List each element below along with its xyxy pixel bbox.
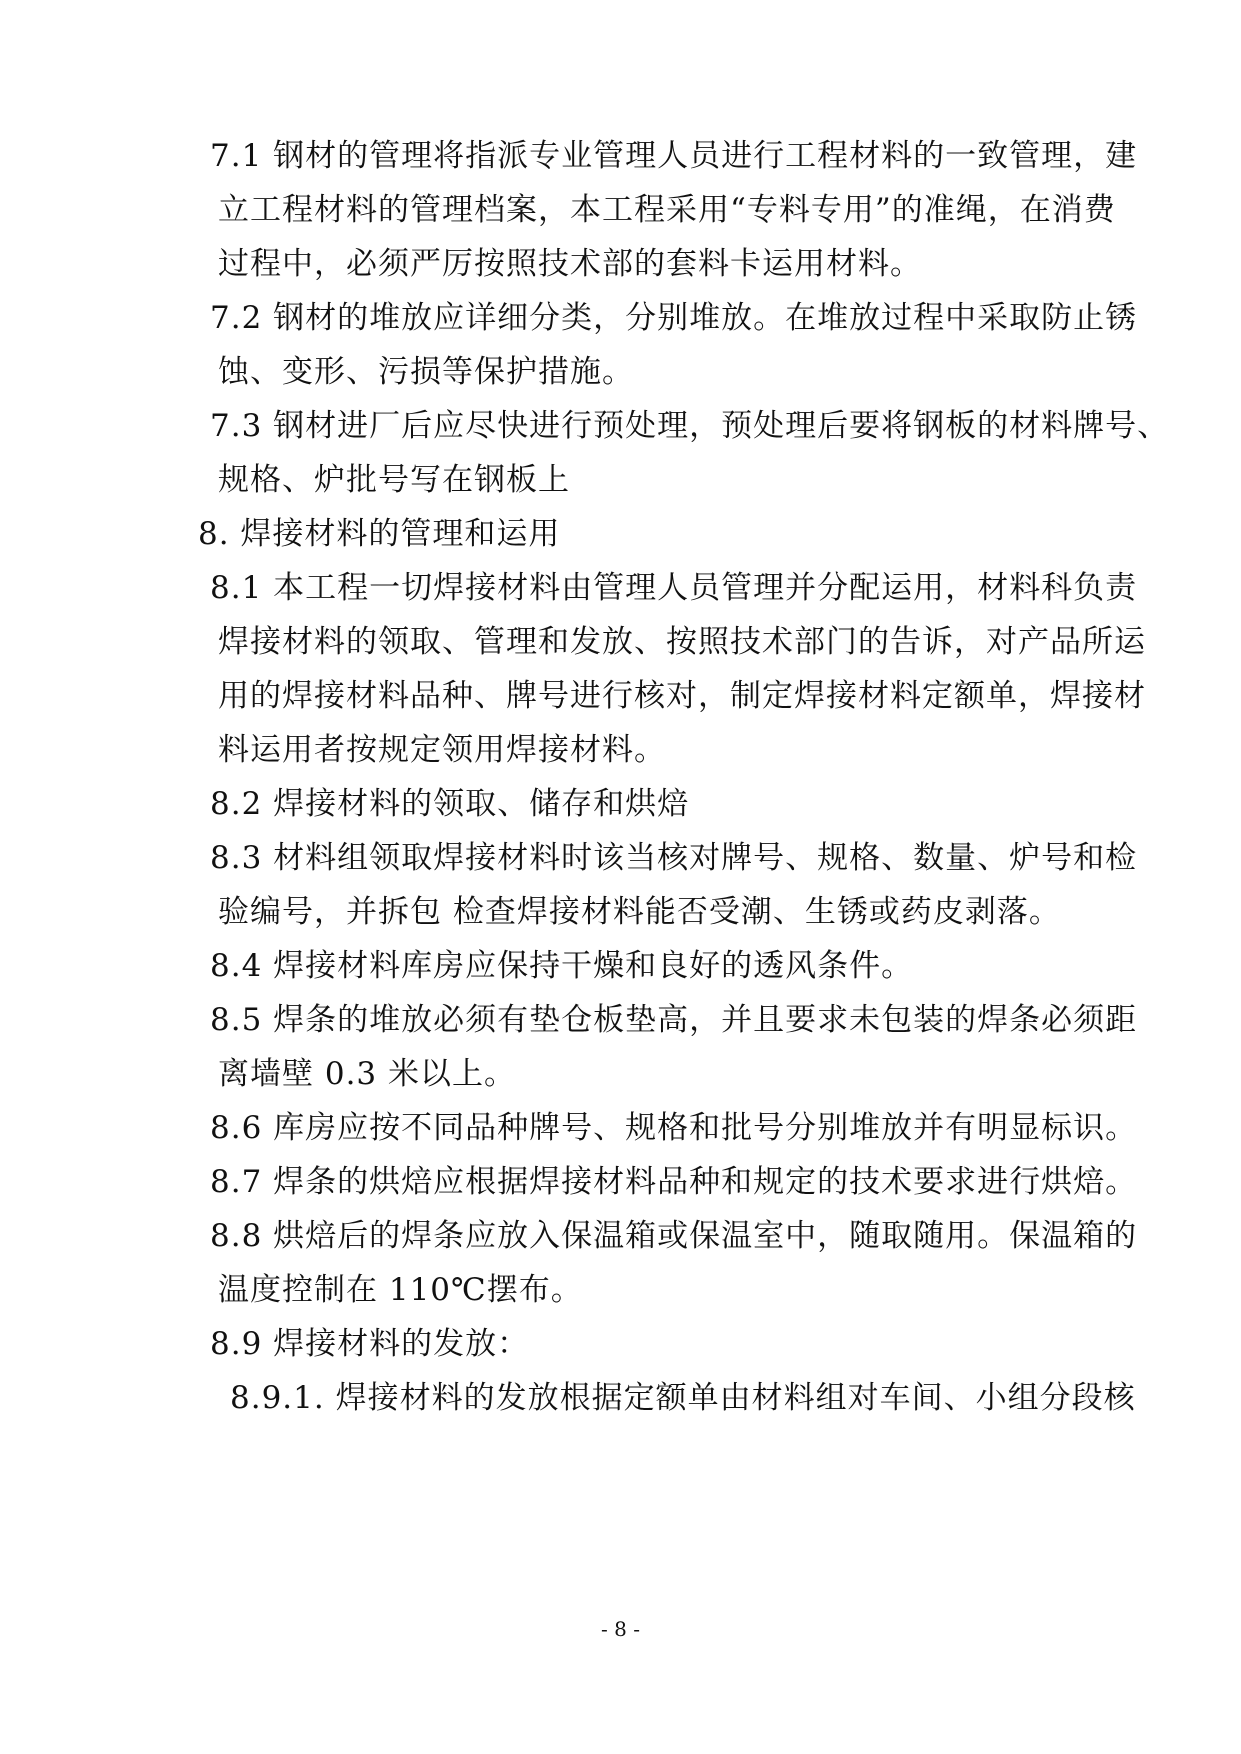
text-line-7-2-2: 蚀、变形、污损等保护措施。 xyxy=(218,354,634,390)
text-line-8-9-1: 8.9 焊接材料的发放： xyxy=(210,1326,530,1362)
text-line-8-1-4: 料运用者按规定领用焊接材料。 xyxy=(218,732,666,768)
text-line-8-3-2: 验编号，并拆包 检查焊接材料能否受潮、生锈或药皮剥落。 xyxy=(218,894,1061,930)
page-number: - 8 - xyxy=(601,1617,640,1641)
text-line-8-1-2: 焊接材料的领取、管理和发放、按照技术部门的告诉，对产品所运 xyxy=(218,624,1146,660)
text-line-8-8-1: 8.8 烘焙后的焊条应放入保温箱或保温室中，随取随用。保温箱的 xyxy=(210,1218,1138,1254)
text-line-8-8-2: 温度控制在 110℃摆布。 xyxy=(218,1272,583,1308)
section-heading-8: 8. 焊接材料的管理和运用 xyxy=(198,516,561,552)
text-line-8-5-2: 离墙壁 0.3 米以上。 xyxy=(218,1056,517,1092)
text-line-8-6-1: 8.6 库房应按不同品种牌号、规格和批号分别堆放并有明显标识。 xyxy=(210,1110,1138,1146)
text-line-7-1-2: 立工程材料的管理档案，本工程采用“专料专用”的准绳，在消费 xyxy=(218,192,1116,228)
text-line-7-3-1: 7.3 钢材进厂后应尽快进行预处理，预处理后要将钢板的材料牌号、 xyxy=(210,408,1170,444)
text-line-8-4-1: 8.4 焊接材料库房应保持干燥和良好的透风条件。 xyxy=(210,948,914,984)
text-line-8-5-1: 8.5 焊条的堆放必须有垫仓板垫高，并且要求未包装的焊条必须距 xyxy=(210,1002,1138,1038)
text-line-8-1-3: 用的焊接材料品种、牌号进行核对，制定焊接材料定额单，焊接材 xyxy=(218,678,1146,714)
text-line-8-3-1: 8.3 材料组领取焊接材料时该当核对牌号、规格、数量、炉号和检 xyxy=(210,840,1138,876)
text-line-7-1-1: 7.1 钢材的管理将指派专业管理人员进行工程材料的一致管理，建 xyxy=(210,138,1138,174)
text-line-8-2-1: 8.2 焊接材料的领取、储存和烘焙 xyxy=(210,786,690,822)
text-line-7-2-1: 7.2 钢材的堆放应详细分类，分别堆放。在堆放过程中采取防止锈 xyxy=(210,300,1138,336)
text-line-7-1-3: 过程中，必须严厉按照技术部的套料卡运用材料。 xyxy=(218,246,922,282)
text-line-7-3-2: 规格、炉批号写在钢板上 xyxy=(218,462,570,498)
text-line-8-9-1-1: 8.9.1. 焊接材料的发放根据定额单由材料组对车间、小组分段核 xyxy=(230,1380,1136,1416)
text-line-8-7-1: 8.7 焊条的烘焙应根据焊接材料品种和规定的技术要求进行烘焙。 xyxy=(210,1164,1138,1200)
text-line-8-1-1: 8.1 本工程一切焊接材料由管理人员管理并分配运用，材料科负责 xyxy=(210,570,1138,606)
